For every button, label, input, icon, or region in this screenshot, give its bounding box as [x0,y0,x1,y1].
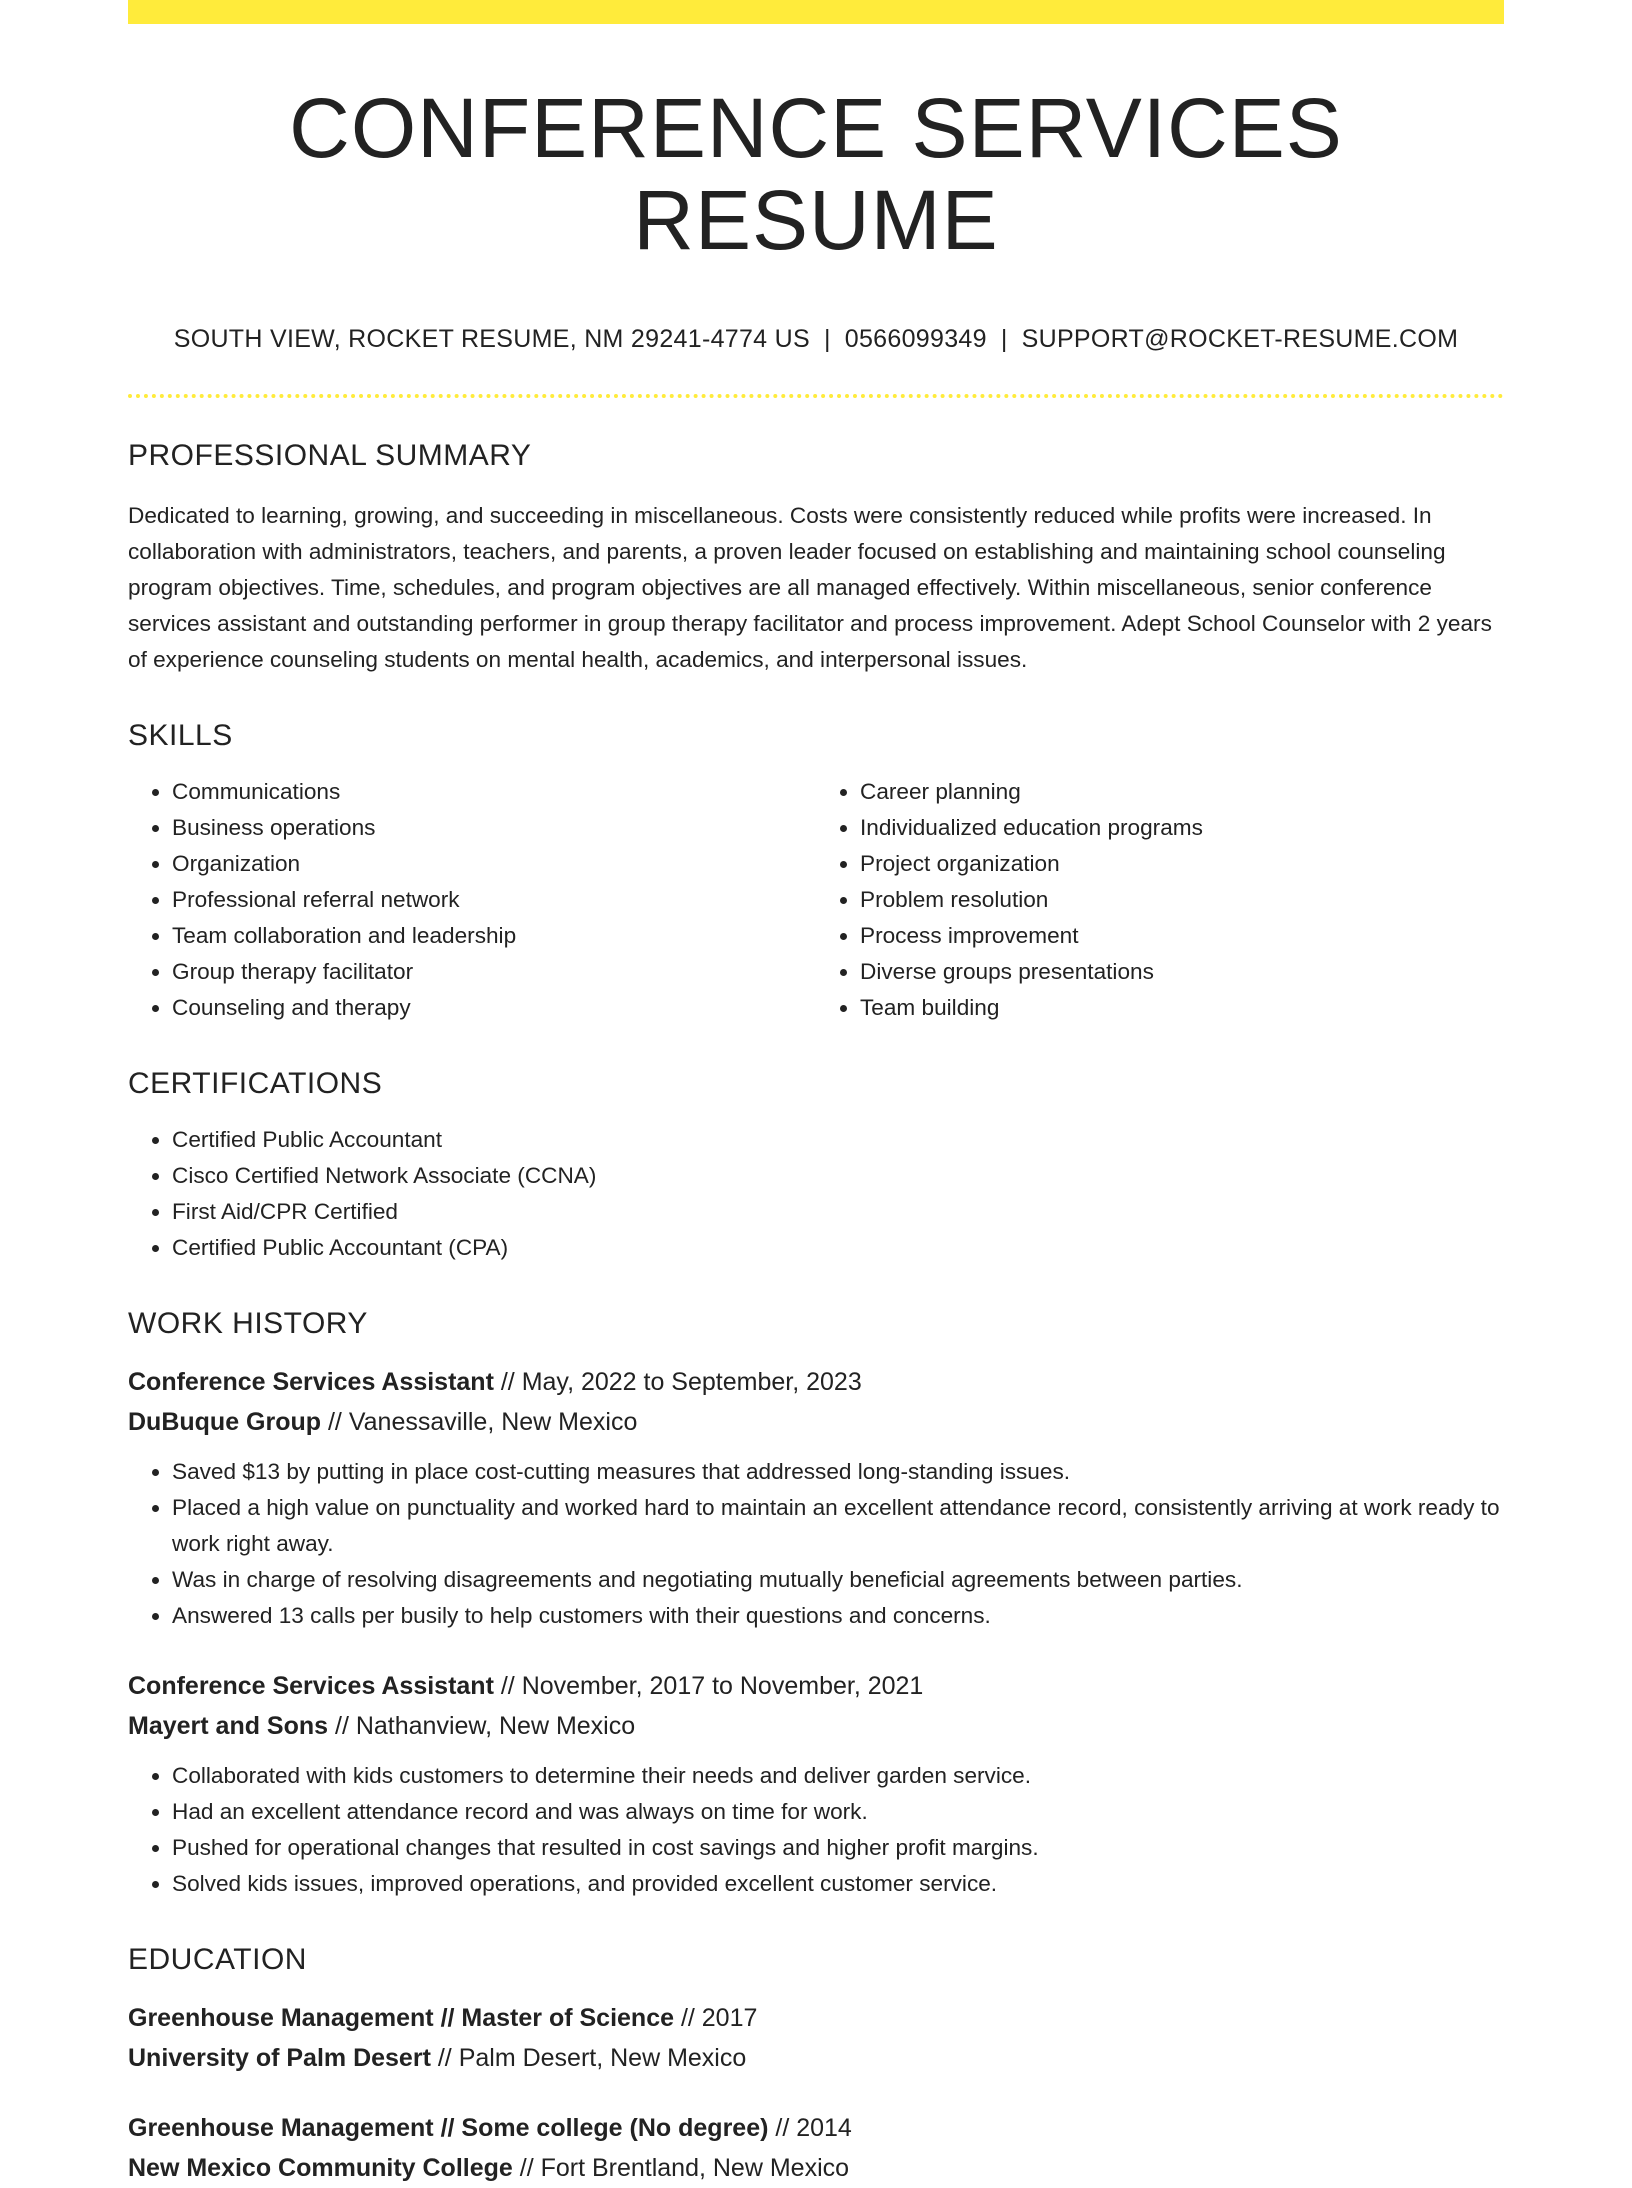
skills-list-left [128,774,816,1026]
education-degree-line [128,2108,1504,2148]
job-dates: // May, 2022 to September, 2023 [493,1367,862,1396]
resume-title: CONFERENCE SERVICES RESUME [289,81,1343,268]
skill-item: • Business operations [172,810,816,846]
contact-line [128,325,1504,354]
education-school: New Mexico Community College [128,2153,513,2182]
education-heading: EDUCATION [128,1942,307,1976]
contact-email: SUPPORT@ROCKET-RESUME.COM [1021,324,1459,353]
skills-list-right [816,774,1504,1026]
job-dates: // November, 2017 to November, 2021 [493,1671,924,1700]
education-year: // 2014 [768,2113,852,2142]
skills-heading: SKILLS [128,718,233,752]
job-title-line [128,1362,1504,1402]
job-title: Conference Services Assistant [128,1671,494,1700]
job-company-line [128,1402,1504,1442]
education-school: University of Palm Desert [128,2043,431,2072]
job-entry [128,1666,1504,1902]
contact-address: SOUTH VIEW, ROCKET RESUME, NM 29241-4774 US [173,324,810,353]
skill-item: • Career planning [860,774,1504,810]
skill-item: • Project organization [860,846,1504,882]
certification-item: • Certified Public Accountant [172,1122,1504,1158]
education-school-line [128,2038,1504,2078]
job-location: // Vanessaville, New Mexico [321,1407,638,1436]
education-degree: Greenhouse Management // Master of Science [128,2003,674,2032]
skill-item: • Diverse groups presentations [860,954,1504,990]
job-company: Mayert and Sons [128,1711,329,1740]
job-bullets [128,1454,1504,1634]
job-bullet: • Had an excellent attendance record and was always on time for work. [172,1794,1504,1830]
skill-item: • Problem resolution [860,882,1504,918]
summary-text: Dedicated to learning, growing, and succeeding in miscellaneous. Costs were consistently reduced while profits were increased. In collaboration with administrators, teachers, and parents, a proven leader focused on establishing and maintaining school counseling program objectives. Time, schedules, and program objectives are all managed effectively. Within miscellaneous, senior conference services assistant and outstanding performer in group therapy facilitator and process improvement. Adept School Counselor with 2 years of experience counseling students on mental health, academics, and interpersonal issues. [128,502,1492,672]
skill-item: • Team building [860,990,1504,1026]
job-title-line [128,1666,1504,1706]
job-bullets [128,1758,1504,1902]
education-location: // Palm Desert, New Mexico [430,2043,747,2072]
summary-heading: PROFESSIONAL SUMMARY [128,438,532,472]
job-bullet: • Collaborated with kids customers to determine their needs and deliver garden service. [172,1758,1504,1794]
contact-separator: | [823,324,831,353]
job-bullet: • Placed a high value on punctuality and worked hard to maintain an excellent attendance record, consistently arriving at work ready to work right away. [172,1490,1504,1562]
job-bullet: • Was in charge of resolving disagreements and negotiating mutually beneficial agreements between parties. [172,1562,1504,1598]
skill-item: • Counseling and therapy [172,990,816,1026]
skill-item: • Group therapy facilitator [172,954,816,990]
contact-phone: 0566099349 [844,324,987,353]
job-bullet: • Pushed for operational changes that resulted in cost savings and higher profit margins. [172,1830,1504,1866]
education-location: // Fort Brentland, New Mexico [512,2153,850,2182]
skills-columns [128,754,1504,1026]
education-degree: Greenhouse Management // Some college (No degree) [128,2113,769,2142]
work-history-heading: WORK HISTORY [128,1306,368,1340]
job-location: // Nathanview, New Mexico [328,1711,636,1740]
job-entry [128,1362,1504,1634]
skill-item: • Team collaboration and leadership [172,918,816,954]
job-bullet: • Saved $13 by putting in place cost-cutting measures that addressed long-standing issues. [172,1454,1504,1490]
accent-top-bar [128,0,1504,24]
certification-item: • Certified Public Accountant (CPA) [172,1230,1504,1266]
job-bullet: • Solved kids issues, improved operations, and provided excellent customer service. [172,1866,1504,1902]
education-school-line [128,2148,1504,2188]
certification-item: • First Aid/CPR Certified [172,1194,1504,1230]
certifications-list [128,1122,1504,1266]
skill-item: • Organization [172,846,816,882]
skill-item: • Professional referral network [172,882,816,918]
certification-item: • Cisco Certified Network Associate (CCNA) [172,1158,1504,1194]
education-degree-line [128,1998,1504,2038]
certifications-heading: CERTIFICATIONS [128,1066,383,1100]
skill-item: • Process improvement [860,918,1504,954]
education-entry [128,2108,1504,2188]
skill-item: • Individualized education programs [860,810,1504,846]
job-company-line [128,1706,1504,1746]
job-title: Conference Services Assistant [128,1367,494,1396]
job-bullet: • Answered 13 calls per busily to help customers with their questions and concerns. [172,1598,1504,1634]
contact-separator: | [1000,324,1008,353]
skill-item: • Communications [172,774,816,810]
education-entry [128,1998,1504,2078]
education-year: // 2017 [674,2003,758,2032]
resume-page [128,0,1504,2188]
job-company: DuBuque Group [128,1407,322,1436]
dotted-divider [128,394,1504,398]
